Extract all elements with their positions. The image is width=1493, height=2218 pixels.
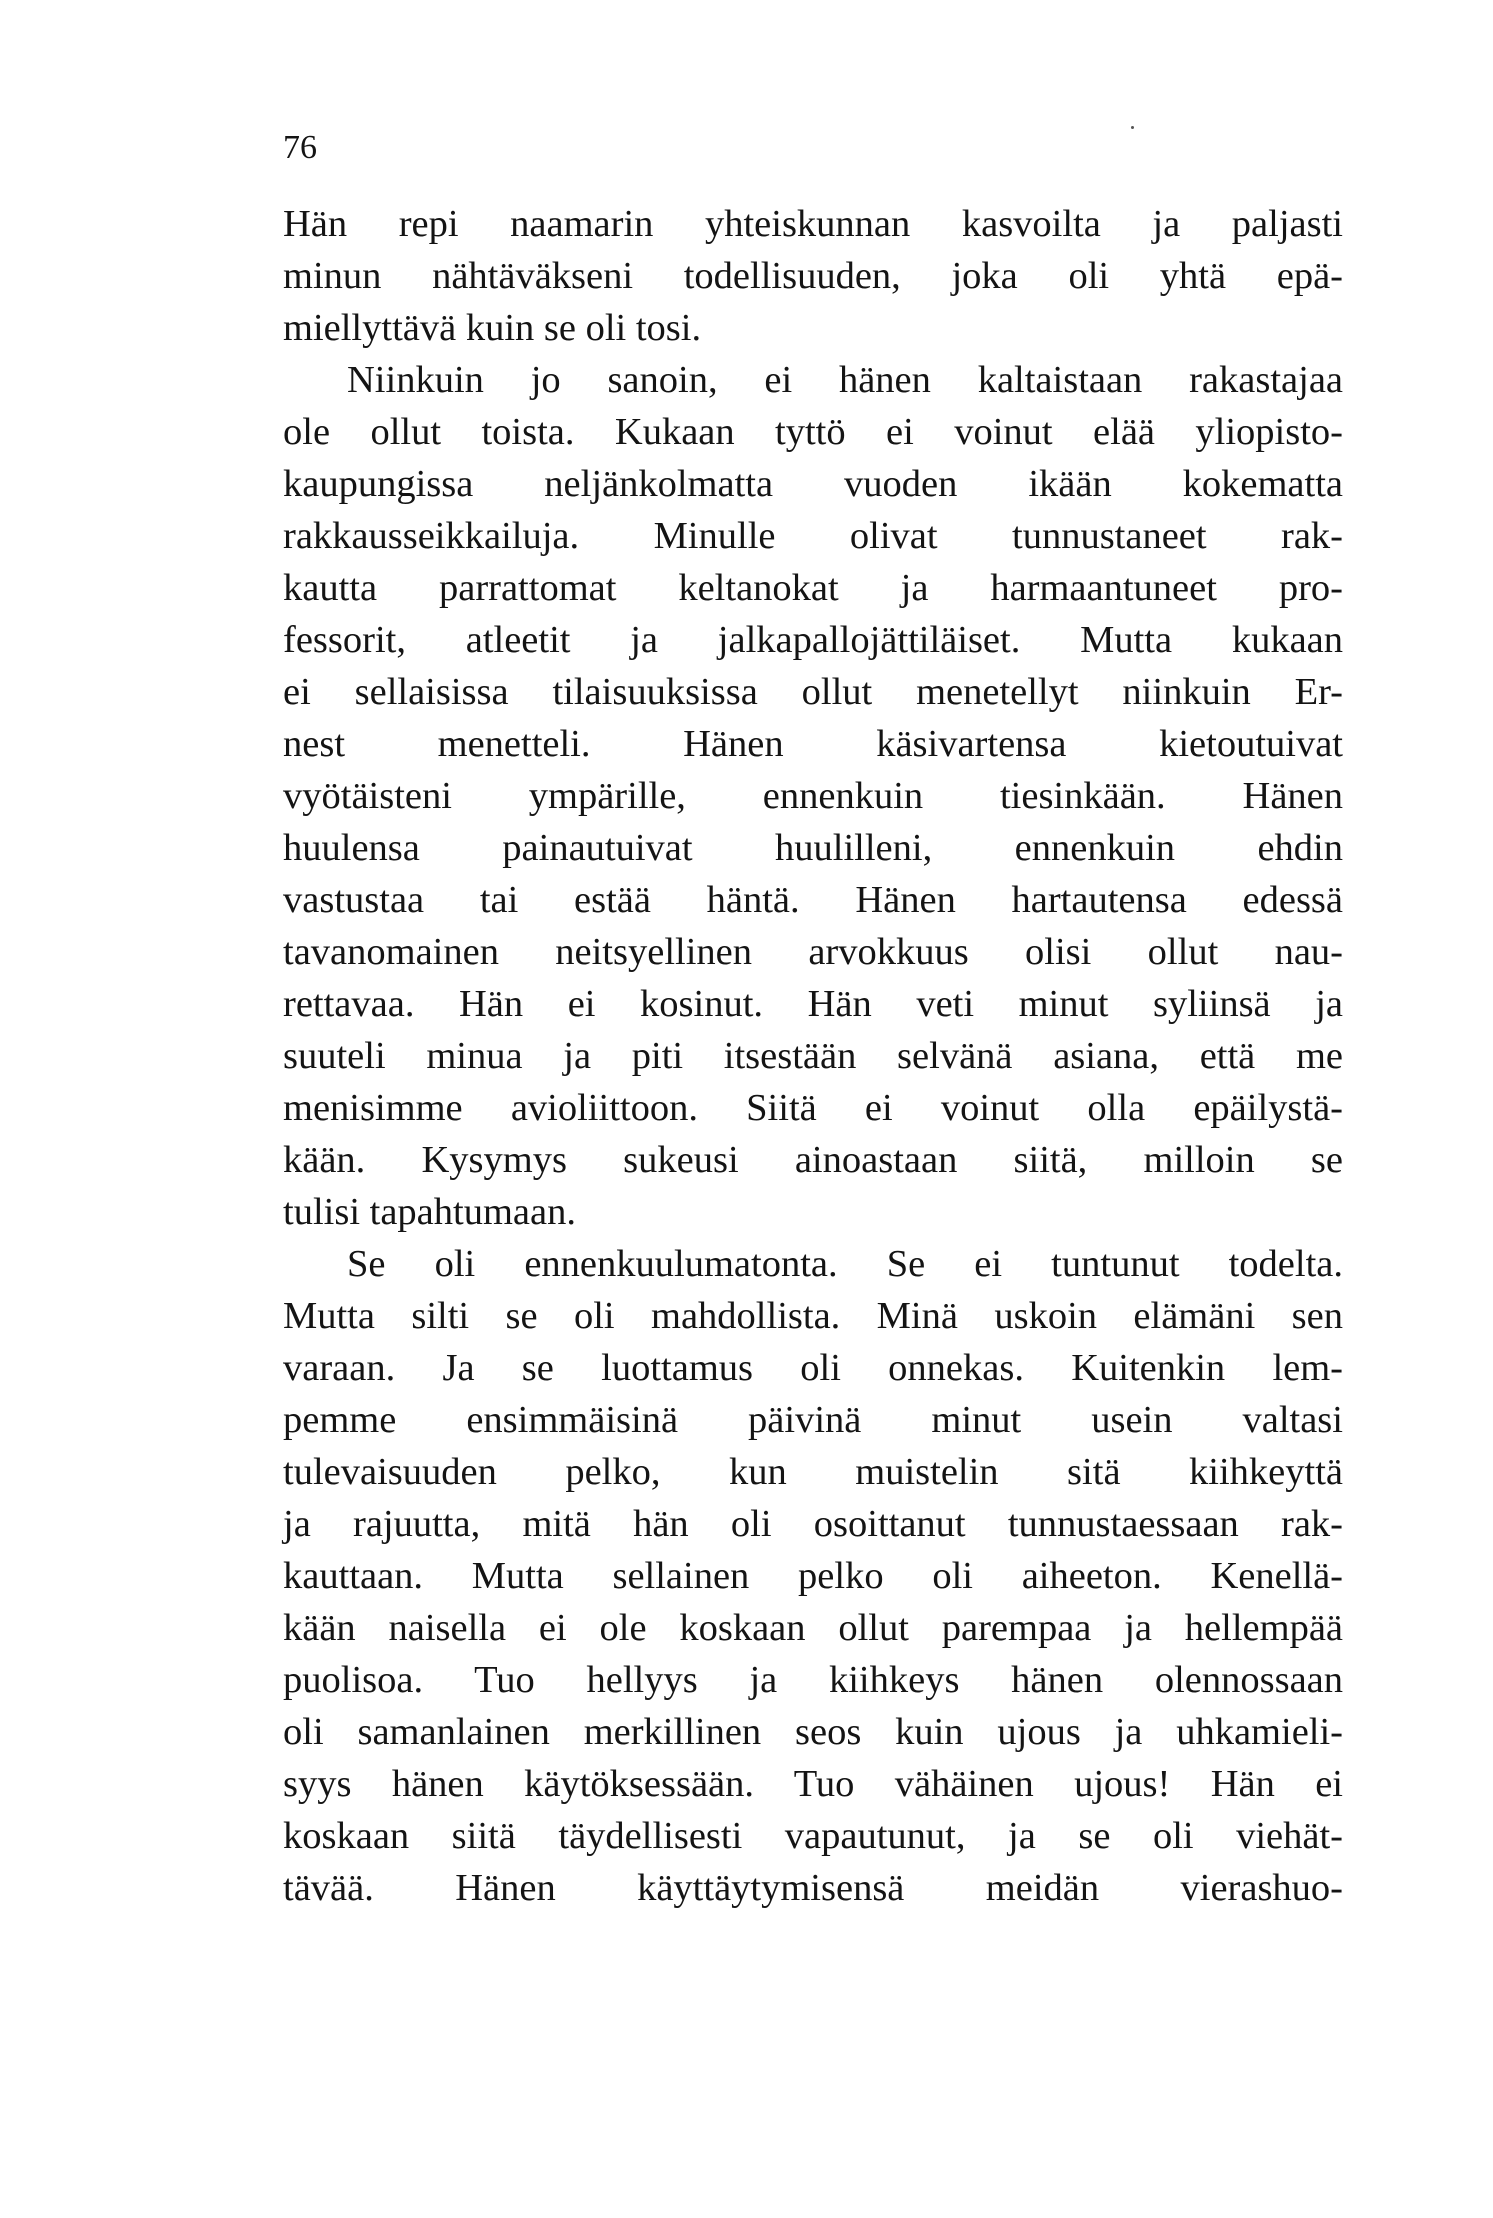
- text-line: tävää. Hänen käyttäytymisensä meidän vierashuo-: [283, 1867, 1343, 1909]
- text-line: oli samanlainen merkillinen seos kuin ujous ja uhkamieli-: [283, 1711, 1343, 1753]
- text-line: kaupungissa neljänkolmatta vuoden ikään kokematta: [283, 463, 1343, 505]
- text-line: minun nähtäväkseni todellisuuden, joka oli yhtä epä-: [283, 255, 1343, 297]
- text-line: miellyttävä kuin se oli tosi.: [283, 307, 702, 349]
- text-line: rakkausseikkailuja. Minulle olivat tunnustaneet rak-: [283, 515, 1343, 557]
- text-line: Niinkuin jo sanoin, ei hänen kaltaistaan rakastajaa: [347, 359, 1343, 401]
- text-line: ei sellaisissa tilaisuuksissa ollut menetellyt niinkuin Er-: [283, 671, 1343, 713]
- text-line: tulisi tapahtumaan.: [283, 1191, 576, 1233]
- text-line: ja rajuutta, mitä hän oli osoittanut tunnustaessaan rak-: [283, 1503, 1343, 1545]
- text-line: tavanomainen neitsyellinen arvokkuus olisi ollut nau-: [283, 931, 1343, 973]
- text-line: fessorit, atleetit ja jalkapallojättiläiset. Mutta kukaan: [283, 619, 1343, 661]
- paragraph: [283, 198, 1343, 354]
- text-line: pemme ensimmäisinä päivinä minut usein valtasi: [283, 1399, 1343, 1441]
- body-text: [283, 198, 1343, 1914]
- page-number: 76: [283, 129, 317, 166]
- text-line: Se oli ennenkuulumatonta. Se ei tuntunut todelta.: [347, 1243, 1343, 1285]
- text-line: kautta parrattomat keltanokat ja harmaantuneet pro-: [283, 567, 1343, 609]
- text-line: vyötäisteni ympärille, ennenkuin tiesinkään. Hänen: [283, 775, 1343, 817]
- text-line: syys hänen käytöksessään. Tuo vähäinen ujous! Hän ei: [283, 1763, 1343, 1805]
- text-line: kään. Kysymys sukeusi ainoastaan siitä, milloin se: [283, 1139, 1343, 1181]
- text-line: Hän repi naamarin yhteiskunnan kasvoilta ja paljasti: [283, 203, 1343, 245]
- text-line: kauttaan. Mutta sellainen pelko oli aiheeton. Kenellä-: [283, 1555, 1343, 1597]
- text-line: kään naisella ei ole koskaan ollut parempaa ja hellempää: [283, 1607, 1343, 1649]
- text-line: menisimme avioliittoon. Siitä ei voinut olla epäilystä-: [283, 1087, 1343, 1129]
- text-line: Mutta silti se oli mahdollista. Minä uskoin elämäni sen: [283, 1295, 1343, 1337]
- text-line: nest menetteli. Hänen käsivartensa kietoutuivat: [283, 723, 1343, 765]
- text-line: ole ollut toista. Kukaan tyttö ei voinut elää yliopisto-: [283, 411, 1343, 453]
- text-line: varaan. Ja se luottamus oli onnekas. Kuitenkin lem-: [283, 1347, 1343, 1389]
- text-line: suuteli minua ja piti itsestään selvänä asiana, että me: [283, 1035, 1343, 1077]
- text-line: vastustaa tai estää häntä. Hänen hartautensa edessä: [283, 879, 1343, 921]
- text-line: tulevaisuuden pelko, kun muistelin sitä kiihkeyttä: [283, 1451, 1343, 1493]
- text-line: rettavaa. Hän ei kosinut. Hän veti minut syliinsä ja: [283, 983, 1343, 1025]
- text-line: huulensa painautuivat huulilleni, ennenkuin ehdin: [283, 827, 1343, 869]
- paragraph: [283, 354, 1343, 1238]
- print-speck: [1131, 126, 1134, 129]
- text-line: koskaan siitä täydellisesti vapautunut, ja se oli viehät-: [283, 1815, 1343, 1857]
- text-line: puolisoa. Tuo hellyys ja kiihkeys hänen olennossaan: [283, 1659, 1343, 1701]
- paragraph: [283, 1238, 1343, 1914]
